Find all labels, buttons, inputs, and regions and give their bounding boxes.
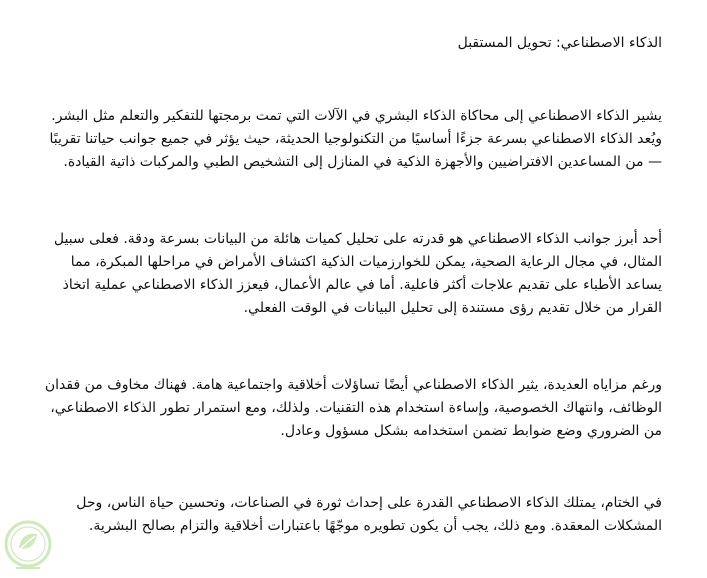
paragraph-line: ويُعد الذكاء الاصطناعي بسرعة جزءًا أساسيًا من التكنولوجيا الحديثة، حيث يؤثر في جميع جوانب حياتنا تقريبًا [49, 131, 662, 147]
leaf-logo-icon [2, 518, 54, 574]
paragraph-line: المثال، في مجال الرعاية الصحية، يمكن للخوارزميات الذكية اكتشاف الأمراض في مراحلها المبكرة، مما [70, 254, 662, 270]
paragraph-line: أحد أبرز جوانب الذكاء الاصطناعي هو قدرته على تحليل كميات هائلة من البيانات بسرعة ودقة. فعلى سبيل [53, 231, 662, 247]
paragraph-line: يساعد الأطباء على تقديم علاجات أكثر فاعلية. أما في عالم الأعمال، فيعزز الذكاء الاصطناعي عملية اتخاذ [62, 277, 662, 293]
paragraph-line: يشير الذكاء الاصطناعي إلى محاكاة الذكاء البشري في الآلات التي تمت برمجتها للتفكير والتعلم مثل البشر. [51, 108, 662, 124]
paragraph-line: ورغم مزاياه العديدة، يثير الذكاء الاصطناعي أيضًا تساؤلات أخلاقية واجتماعية هامة. فهناك مخاوف من فقدان [44, 377, 662, 393]
document-title: الذكاء الاصطناعي: تحويل المستقبل [457, 35, 662, 51]
paragraph-introduction [40, 105, 662, 174]
paragraph-conclusion [40, 492, 662, 538]
paragraph-ethics [40, 374, 662, 443]
paragraph-line: الوظائف، وانتهاك الخصوصية، وإساءة استخدام هذه التقنيات. ولذلك، ومع استمرار تطور الذكاء الاصطناعي، [50, 400, 662, 416]
paragraph-line: المشكلات المعقدة. ومع ذلك، يجب أن يكون تطويره موجّهًا باعتبارات أخلاقية والتزام بصالح البشرية. [88, 518, 662, 534]
paragraph-line: — من المساعدين الافتراضيين والأجهزة الذكية في المنازل إلى التشخيص الطبي والمركبات ذاتية القيادة. [63, 154, 662, 170]
paragraph-data-analysis [40, 228, 662, 320]
paragraph-line: القرار من خلال تقديم رؤى مستندة إلى تحليل البيانات في الوقت الفعلي. [243, 300, 662, 316]
paragraph-line: من الضروري وضع ضوابط تضمن استخدامه بشكل مسؤول وعادل. [280, 423, 662, 439]
paragraph-line: في الختام، يمتلك الذكاء الاصطناعي القدرة على إحداث ثورة في الصناعات، وتحسين حياة الناس، وحل [76, 495, 662, 511]
